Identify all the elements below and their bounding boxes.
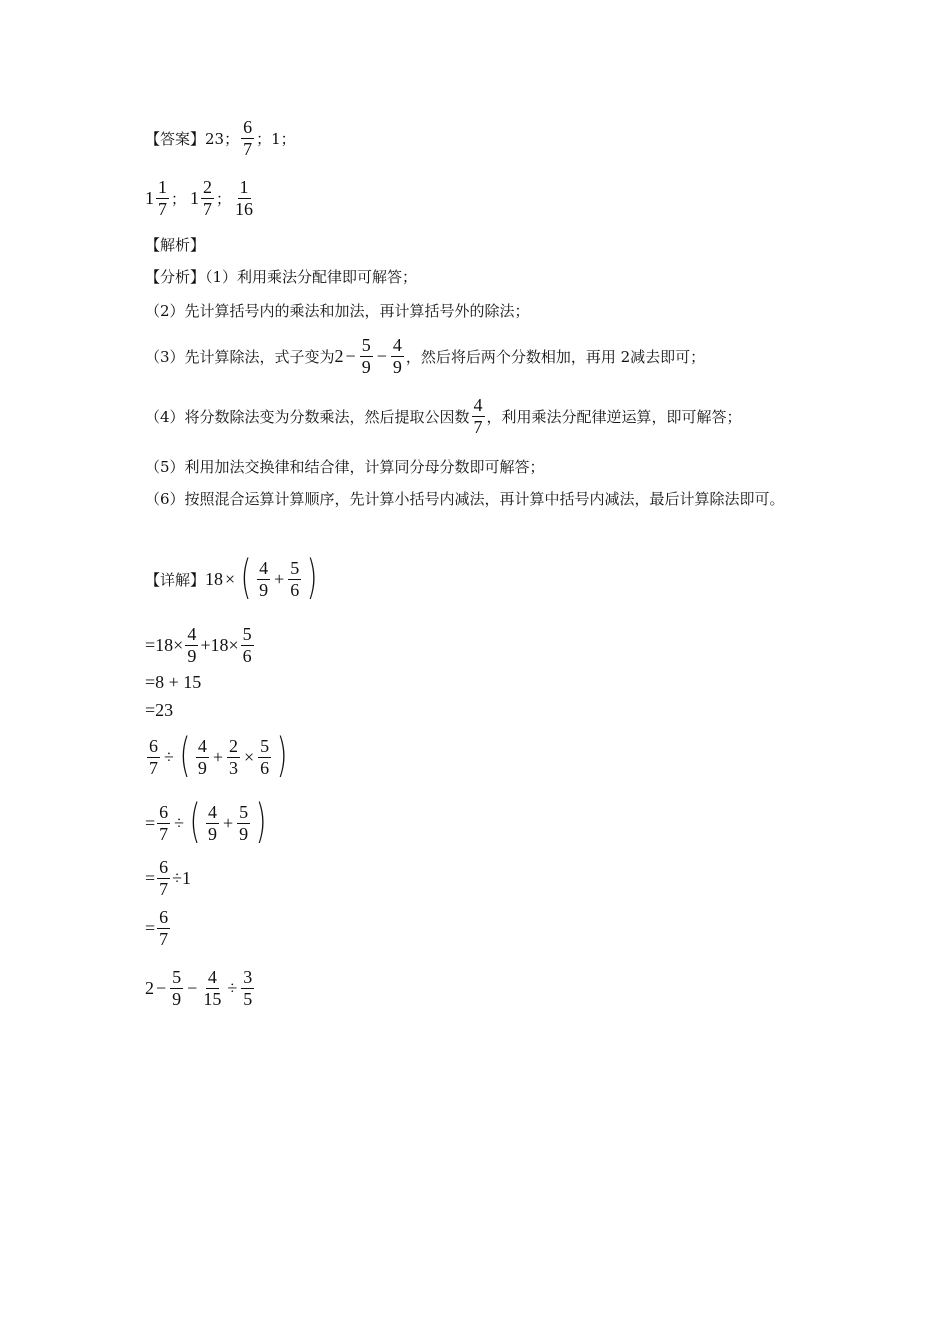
- analysis-p6: （6）按照混合运算计算顺序，先计算小括号内减法，再计算中括号内减法，最后计算除法即可。: [145, 490, 785, 508]
- step-3: =23: [145, 700, 174, 720]
- answer-label: 【答案】: [145, 129, 206, 148]
- analysis-label: 【解析】: [145, 236, 206, 254]
- answer-value-1: 23；: [205, 129, 240, 148]
- answer-fraction-2: $\frac{6}{7}$: [243, 117, 253, 159]
- analysis-p2: （2）先计算括号内的乘法和加法，再计算括号外的除法；: [145, 302, 530, 320]
- detail-label: 【详解】: [145, 570, 206, 589]
- step-1: =18× $\frac{4}{9}$ +18× $\frac{5}{6}$: [145, 624, 252, 666]
- step-2: =8 + 15: [145, 672, 202, 692]
- answer-fraction-6: $\frac{1}{16}$: [235, 177, 254, 219]
- analysis-p1: 【分析】（1）利用乘法分配律即可解答；: [145, 268, 418, 286]
- detail-expression-2: $\frac{6}{7}$ ÷ ( $\frac{4}{9}$ + $\frac{2}{3}$ × $\frac{5}{6}$ ): [149, 728, 288, 782]
- step-6: = $\frac{6}{7}$: [145, 907, 169, 949]
- analysis-p3: （3）先计算除法，式子变为 2 − $\frac{5}{9}$ − $\frac{4}{9}$ ，然后将后两个分数相加，再用 2减去即可；: [145, 335, 706, 377]
- answer-line: 【答案】 23； $\frac{6}{7}$ ； 1；: [145, 117, 296, 159]
- detail-expression-1: 【详解】 18 × ( $\frac{4}{9}$ + $\frac{5}{6}$ ): [145, 550, 318, 604]
- answer-fraction-5: $\frac{2}{7}$: [203, 177, 213, 219]
- answer-value-3: 1；: [271, 129, 296, 148]
- answer-line-2: 1 $\frac{1}{7}$ ； 1 $\frac{2}{7}$ ； $\frac{1}{16}$: [145, 177, 254, 219]
- detail-expression-3: 2 − $\frac{5}{9}$ − $\frac{4}{15}$ ÷ $\frac{3}{5}$: [145, 967, 253, 1009]
- step-4: = $\frac{6}{7}$ ÷ ( $\frac{4}{9}$ + $\frac{5}{9}$ ): [145, 794, 267, 848]
- analysis-p5: （5）利用加法交换律和结合律，计算同分母分数即可解答；: [145, 458, 545, 476]
- answer-fraction-4: $\frac{1}{7}$: [158, 177, 167, 219]
- analysis-p4: （4）将分数除法变为分数乘法，然后提取公因数 $\frac{4}{7}$ ，利用乘法分配律逆运算，即可解答；: [145, 395, 742, 437]
- step-5: = $\frac{6}{7}$ ÷1: [145, 857, 192, 899]
